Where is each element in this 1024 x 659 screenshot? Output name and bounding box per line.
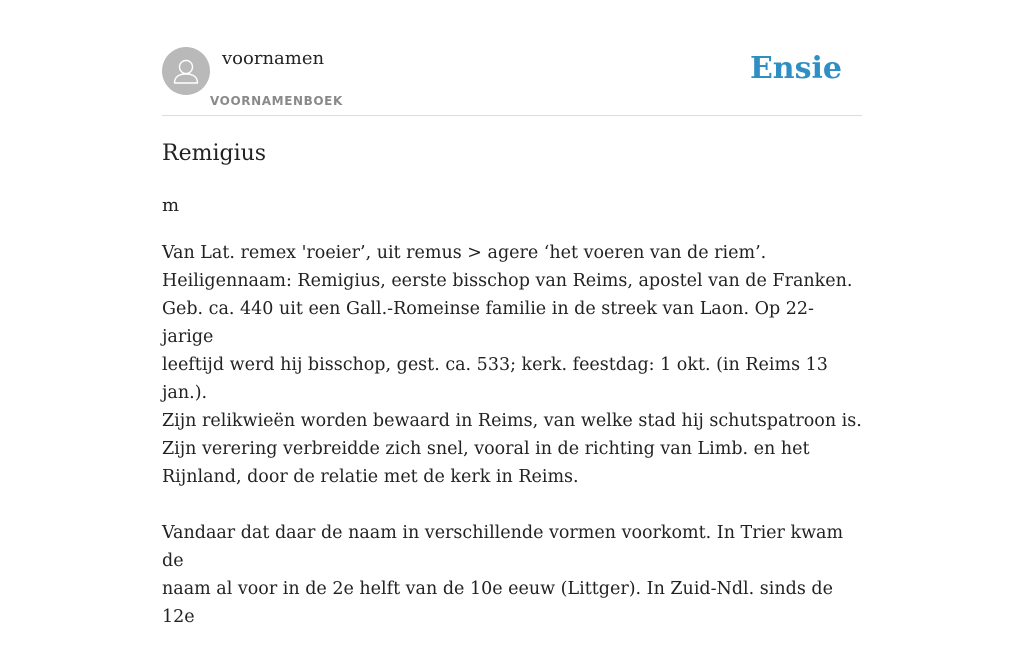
section-label[interactable]: VOORNAMENBOEK <box>210 94 343 108</box>
header <box>162 47 862 116</box>
brand-logo[interactable]: Ensie <box>749 51 842 86</box>
entry-paragraph: Van Lat. remex 'roeier’, uit remus > agere ‘het voeren van de riem’. Heiligennaam: Remigius, eerste bisschop van Reims, apostel van de Franken. Geb. ca. 440 uit een Gall.-Romeinse familie in de streek van Laon. Op 22-jarige leeftijd werd hij bisschop, gest. ca. 533; kerk. feestdag: 1 okt. (in Reims 13 jan.). Zijn relikwieën worden bewaard in Reims, van welke stad hij schutspatroon is. Zijn verering verbreidde zich snel, vooral in de richting van Limb. en het Rijnland, door de relatie met de kerk in Reims. <box>162 243 862 487</box>
entry-title: Remigius <box>162 141 267 166</box>
entry-body <box>162 239 862 659</box>
author-name[interactable]: voornamen <box>222 48 325 69</box>
entry-gender: m <box>162 195 180 216</box>
user-avatar-icon[interactable] <box>162 47 210 95</box>
entry-paragraph: Vandaar dat daar de naam in verschillende vormen voorkomt. In Trier kwam de naam al voor in de 2e helft van de 10e eeuw (Littger). In Zuid-Ndl. sinds de 12e <box>162 523 844 627</box>
user-silhouette-icon <box>162 47 210 95</box>
